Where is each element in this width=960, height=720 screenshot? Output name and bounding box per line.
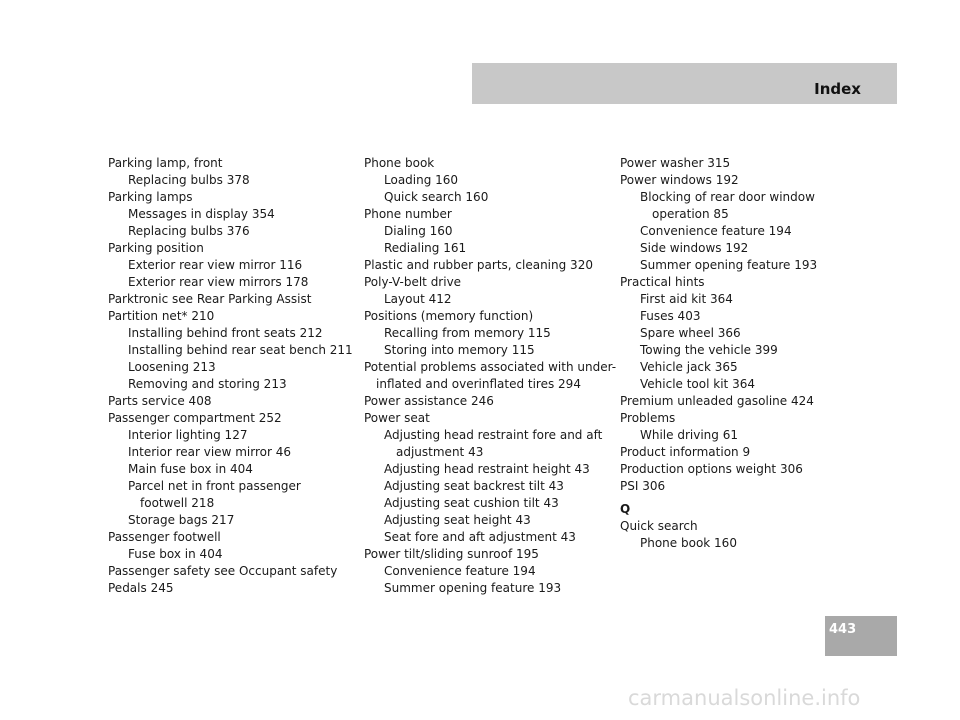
index-entry: Passenger footwell <box>108 530 221 544</box>
index-entry: Replacing bulbs 376 <box>128 224 250 238</box>
index-entry: Messages in display 354 <box>128 207 275 221</box>
index-entry: Pedals 245 <box>108 581 174 595</box>
index-entry: Product information 9 <box>620 445 751 459</box>
index-entry: First aid kit 364 <box>640 292 733 306</box>
index-entry: Partition net* 210 <box>108 309 215 323</box>
index-entry: Power tilt/sliding sunroof 195 <box>364 547 539 561</box>
index-entry: PSI 306 <box>620 479 666 493</box>
index-entry: Interior lighting 127 <box>128 428 248 442</box>
index-entry: Exterior rear view mirrors 178 <box>128 275 309 289</box>
index-entry: Power windows 192 <box>620 173 739 187</box>
index-entry: Potential problems associated with under- <box>364 360 617 374</box>
index-entry: Quick search 160 <box>384 190 489 204</box>
index-entry: Towing the vehicle 399 <box>640 343 778 357</box>
index-entry: Exterior rear view mirror 116 <box>128 258 303 272</box>
index-entry: Convenience feature 194 <box>640 224 792 238</box>
index-column-1 <box>108 155 358 597</box>
index-entry: Phone book 160 <box>640 536 737 550</box>
index-entry: Adjusting head restraint height 43 <box>384 462 590 476</box>
index-entry: Redialing 161 <box>384 241 467 255</box>
index-entry: Passenger safety see Occupant safety <box>108 564 338 578</box>
index-entry: Storage bags 217 <box>128 513 235 527</box>
index-entry: Premium unleaded gasoline 424 <box>620 394 814 408</box>
index-entry: operation 85 <box>652 207 729 221</box>
page-number: 443 <box>829 622 857 637</box>
index-entry: Convenience feature 194 <box>384 564 536 578</box>
index-entry: inflated and overinflated tires 294 <box>376 377 581 391</box>
index-entry: Side windows 192 <box>640 241 749 255</box>
index-entry: Interior rear view mirror 46 <box>128 445 291 459</box>
index-entry: Fuse box in 404 <box>128 547 223 561</box>
index-entry: Summer opening feature 193 <box>640 258 818 272</box>
index-entry: Phone book <box>364 156 435 170</box>
index-entry: Recalling from memory 115 <box>384 326 551 340</box>
index-entry: Passenger compartment 252 <box>108 411 282 425</box>
index-entry: Parking lamps <box>108 190 193 204</box>
index-entry: Parking position <box>108 241 204 255</box>
index-entry: Loosening 213 <box>128 360 216 374</box>
index-entry: Main fuse box in 404 <box>128 462 253 476</box>
index-column-2 <box>364 155 617 597</box>
header-bar <box>472 63 897 104</box>
index-entry: Adjusting head restraint fore and aft <box>384 428 603 442</box>
index-column-3 <box>620 155 870 552</box>
index-entry: Parktronic see Rear Parking Assist <box>108 292 312 306</box>
index-entry: While driving 61 <box>640 428 738 442</box>
index-entry: Power seat <box>364 411 430 425</box>
page-title: Index <box>814 80 861 98</box>
index-entry: Positions (memory function) <box>364 309 534 323</box>
index-entry: Vehicle jack 365 <box>640 360 738 374</box>
index-entry: Replacing bulbs 378 <box>128 173 250 187</box>
index-entry: Power assistance 246 <box>364 394 494 408</box>
index-entry: Problems <box>620 411 676 425</box>
index-entry: Poly-V-belt drive <box>364 275 462 289</box>
index-entry: Installing behind rear seat bench 211 <box>128 343 353 357</box>
index-entry: Production options weight 306 <box>620 462 803 476</box>
index-section-letter: Q <box>620 502 631 516</box>
index-entry: Fuses 403 <box>640 309 701 323</box>
index-entry: footwell 218 <box>140 496 215 510</box>
index-entry: adjustment 43 <box>396 445 484 459</box>
index-entry: Practical hints <box>620 275 705 289</box>
index-entry: Plastic and rubber parts, cleaning 320 <box>364 258 593 272</box>
index-entry: Layout 412 <box>384 292 452 306</box>
index-entry: Phone number <box>364 207 452 221</box>
index-entry: Loading 160 <box>384 173 459 187</box>
index-entry: Adjusting seat backrest tilt 43 <box>384 479 564 493</box>
index-entry: Parcel net in front passenger <box>128 479 301 493</box>
page-number-box <box>825 616 897 656</box>
watermark: carmanualsonline.info <box>628 686 861 710</box>
index-entry: Adjusting seat height 43 <box>384 513 531 527</box>
index-entry: Quick search <box>620 519 698 533</box>
index-entry: Removing and storing 213 <box>128 377 287 391</box>
index-entry: Spare wheel 366 <box>640 326 741 340</box>
index-entry: Summer opening feature 193 <box>384 581 562 595</box>
index-entry: Adjusting seat cushion tilt 43 <box>384 496 559 510</box>
index-entry: Storing into memory 115 <box>384 343 535 357</box>
index-entry: Power washer 315 <box>620 156 731 170</box>
index-entry: Vehicle tool kit 364 <box>640 377 755 391</box>
index-entry: Seat fore and aft adjustment 43 <box>384 530 576 544</box>
index-entry: Parking lamp, front <box>108 156 223 170</box>
index-entry: Installing behind front seats 212 <box>128 326 323 340</box>
index-entry: Parts service 408 <box>108 394 212 408</box>
index-entry: Blocking of rear door window <box>640 190 815 204</box>
index-entry: Dialing 160 <box>384 224 453 238</box>
